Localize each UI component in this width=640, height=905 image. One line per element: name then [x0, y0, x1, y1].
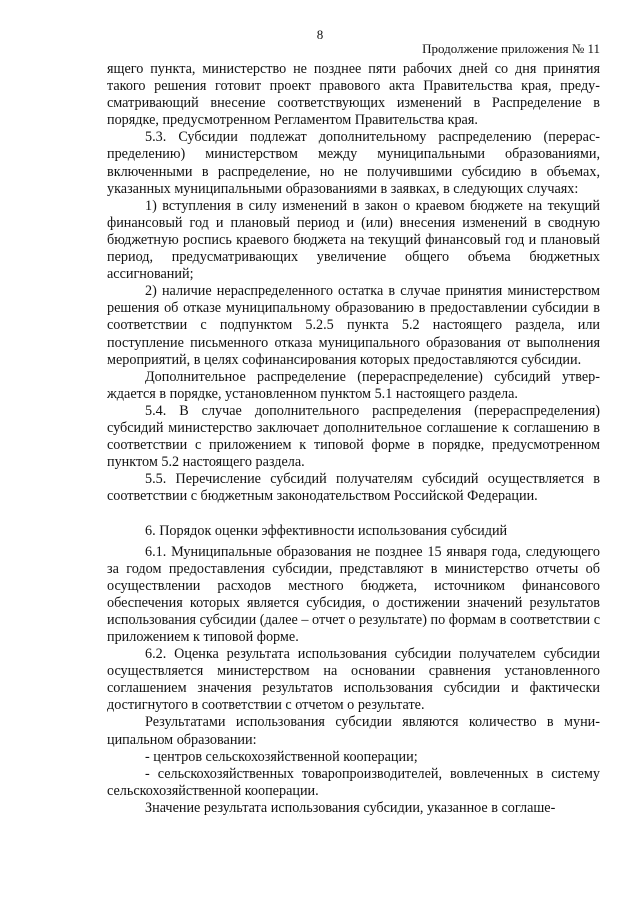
- paragraph-continuation: ящего пункта, министерство не позднее пяти рабочих дней со дня принятия такого решения готовит проект правового акта Правительства края, предусматривающий внесение соответствующих изменений в Распределение в порядке, предусмотренном Регламентом Правительства края.: [107, 61, 600, 129]
- paragraph-6-2: 6.2. Оценка результата использования субсидии получателем субсидии осуществляется министерством на основании сравнения установленного соглашением значения результатов использования субсидии и фактически достигнутого в соответствии с отчетом о результате.: [107, 646, 600, 714]
- document-body: [107, 61, 600, 817]
- list-item-cooperation-centers: - центров сельскохозяйственной кооперации;: [145, 748, 418, 765]
- paragraph-result-value: Значение результата использования субсидии, указанное в соглаше-: [145, 799, 556, 816]
- section-6-title: 6. Порядок оценки эффективности использования субсидий: [145, 523, 508, 540]
- list-item-agricultural-producers: - сельскохозяйственных товаропроизводителей, вовлеченных в систему сельскохозяйственной кооперации.: [107, 765, 600, 799]
- paragraph-results: Результатами использования субсидии являются количество в муниципальном образовании:: [107, 714, 600, 748]
- paragraph-5-4: 5.4. В случае дополнительного распределения (перераспределения) субсидий министерство заключает дополнительное соглашение к соглашению в соответствии с приложением к типовой форме в порядке, предусмотренном пунктом 5.2 настоящего раздела.: [107, 402, 600, 471]
- page-number: 8: [316, 27, 324, 42]
- paragraph-5-3-item-2: 2) наличие нераспределенного остатка в случае принятия министерством решения об отказе муниципальному образованию в предоставлении субсидии в соответствии с подпунктом 5.2.5 пункта 5.2 настоящего раздела, или поступление письменного отказа муниципального образования от выполнения мероприятий, в целях софинансирования которых предоставляются субсидии.: [107, 283, 600, 368]
- paragraph-6-1: 6.1. Муниципальные образования не позднее 15 января года, следующего за годом предоставления субсидии, представляют в министерство отчеты об осуществлении расходов местного бюджета, источником финансового обеспечения которых является субсидия, о достижении значений результатов использования субсидии (далее – отчет о результате) по формам в соответствии с приложением к типовой форме.: [107, 543, 600, 645]
- paragraph-5-3: 5.3. Субсидии подлежат дополнительному распределению (перераспределению) министерством между муниципальными образованиями, включенными в распределение, но не получившими субсидию в объемах, указанных муниципальными образованиями в заявках, в следующих случаях:: [107, 129, 600, 197]
- appendix-continuation-note: Продолжение приложения № 11: [422, 41, 600, 56]
- paragraph-5-5: 5.5. Перечисление субсидий получателям субсидий осуществляется в соответствии с бюджетным законодательством Российской Федерации.: [107, 471, 600, 505]
- paragraph-5-3-item-1: 1) вступления в силу изменений в закон о краевом бюджете на текущий финансовый год и плановый период и (или) внесения изменений в сводную бюджетную роспись краевого бюджета на текущий финансовый год и плановый период, предусматривающих увеличение общего объема бюджетных ассигнований;: [107, 197, 600, 283]
- paragraph-additional-distribution: Дополнительное распределение (перераспределение) субсидий утверждается в порядке, установленном пунктом 5.1 настоящего раздела.: [107, 368, 600, 402]
